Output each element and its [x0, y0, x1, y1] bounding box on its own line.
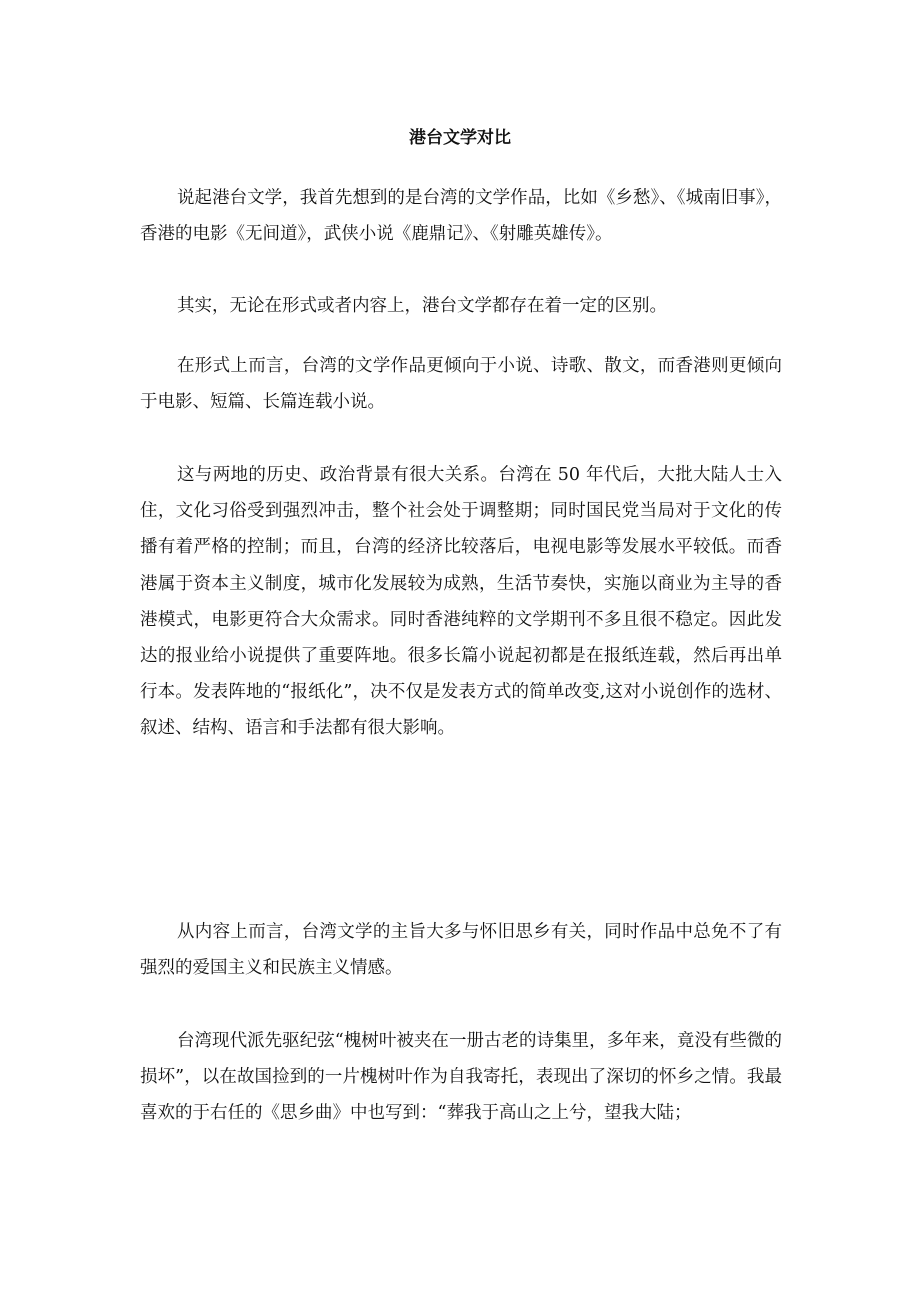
paragraph: 从内容上而言，台湾文学的主旨大多与怀旧思乡有关，同时作品中总免不了有强烈的爱国主义和民族主义情感。 — [140, 922, 782, 979]
paragraph: 说起港台文学，我首先想到的是台湾的文学作品，比如《乡愁》、《城南旧事》，香港的电影《无间道》，武侠小说《鹿鼎记》、《射雕英雄传》。 — [140, 188, 782, 245]
paragraph: 这与两地的历史、政治背景有很大关系。台湾在 50 年代后，大批大陆人士入住，文化习俗受到强烈冲击，整个社会处于调整期；同时国民党当局对于文化的传播有着严格的控制；而且，台湾的经济比较落后，电视电影等发展水平较低。而香港属于资本主义制度，城市化发展较为成熟，生活节奏快，实施以商业为主导的香港模式，电影更符合大众需求。同时香港纯粹的文学期刊不多且很不稳定。因此发达的报业给小说提供了重要阵地。很多长篇小说起初都是在报纸连载，然后再出单行本。发表阵地的“报纸化”，决不仅是发表方式的简单改变,这对小说创作的选材、叙述、结构、语言和手法都有很大影响。 — [140, 465, 782, 739]
paragraph: 台湾现代派先驱纪弦“槐树叶被夹在一册古老的诗集里，多年来，竟没有些微的损坏”，以在故国捡到的一片槐树叶作为自我寄托，表现出了深切的怀乡之情。我最喜欢的于右任的《思乡曲》中也写到：“葬我于高山之上兮，望我大陆； — [140, 1031, 782, 1124]
document-title: 港台文学对比 — [409, 128, 511, 148]
paragraph: 在形式上而言，台湾的文学作品更倾向于小说、诗歌、散文，而香港则更倾向于电影、短篇、长篇连载小说。 — [140, 356, 782, 413]
paragraph: 其实，无论在形式或者内容上，港台文学都存在着一定的区别。 — [177, 296, 667, 316]
